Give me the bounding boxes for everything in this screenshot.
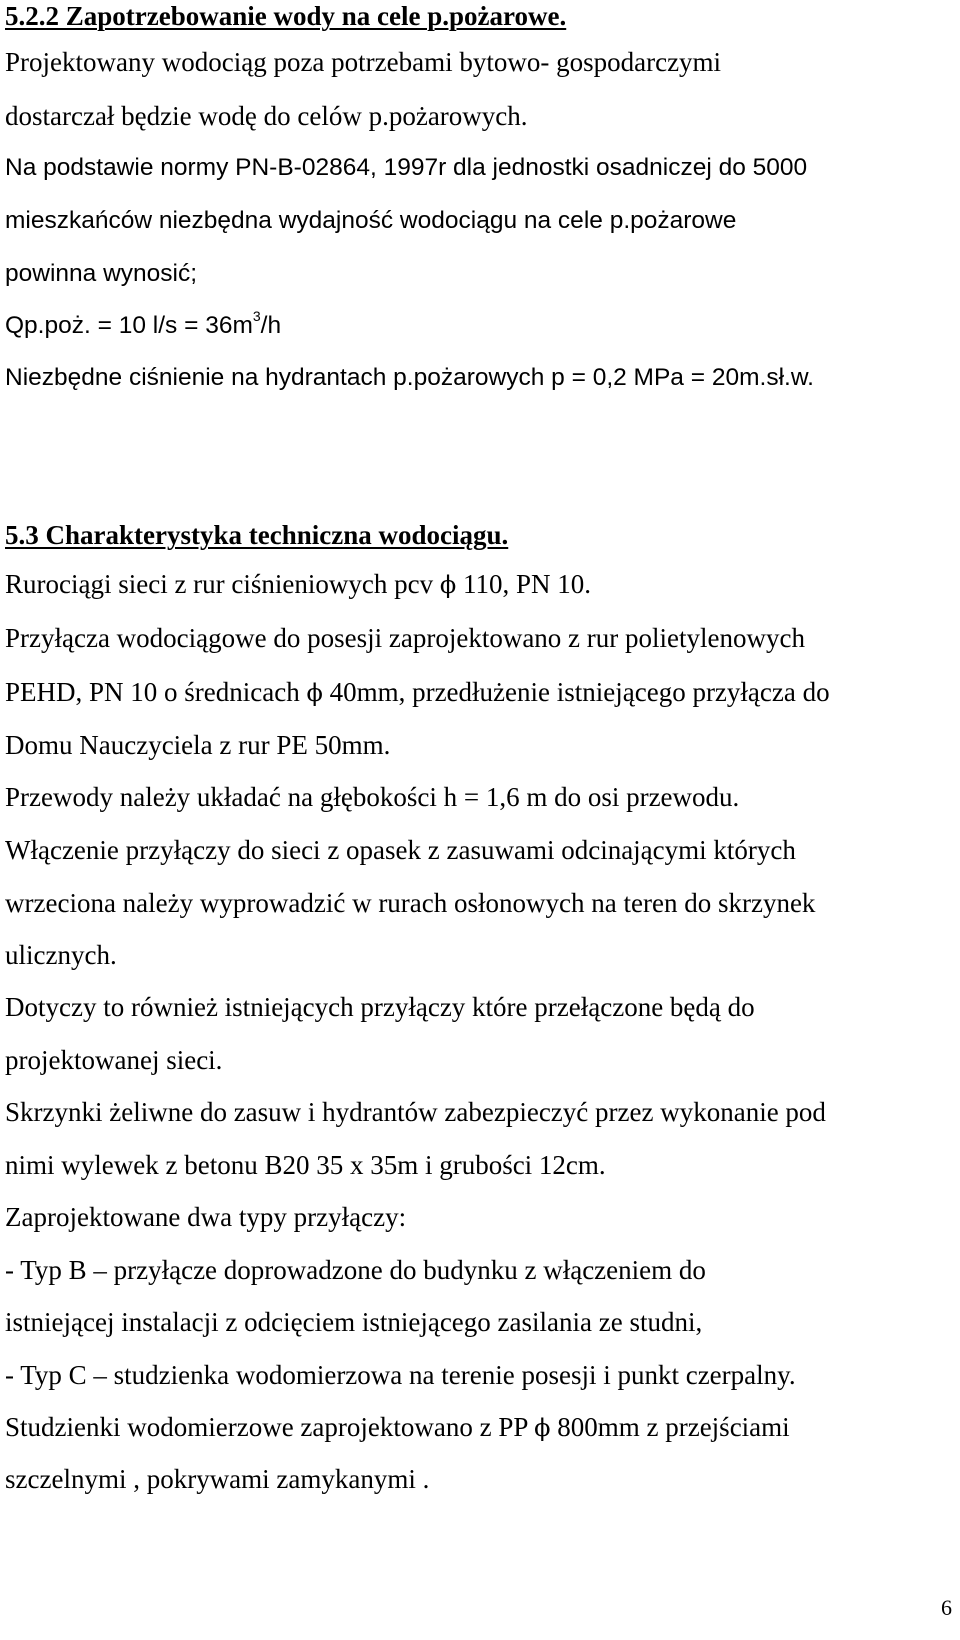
paragraph-line: Skrzynki żeliwne do zasuw i hydrantów zabezpieczyć przez wykonanie pod	[5, 1097, 826, 1127]
section-5-3-heading-text: 5.3 Charakterystyka techniczna wodociągu.	[5, 520, 509, 550]
paragraph-line: nimi wylewek z betonu B20 35 x 35m i grubości 12cm.	[5, 1150, 606, 1180]
paragraph-line: Włączenie przyłączy do sieci z opasek z zasuwami odcinającymi których	[5, 835, 796, 865]
paragraph-line: Projektowany wodociąg poza potrzebami bytowo- gospodarczymi	[5, 47, 722, 77]
diameter-symbol: ϕ	[534, 1414, 551, 1442]
line-text: Studzienki wodomierzowe zaprojektowano z PP	[5, 1412, 535, 1442]
line-text: 110, PN 10.	[456, 569, 591, 599]
paragraph-line: dostarczał będzie wodę do celów p.pożarowych.	[5, 101, 528, 131]
paragraph-line	[5, 568, 591, 601]
paragraph-line: wrzeciona należy wyprowadzić w rurach osłonowych na teren do skrzynek	[5, 888, 816, 918]
paragraph-line: ulicznych.	[5, 940, 117, 970]
paragraph-line: mieszkańców niezbędna wydajność wodociągu na cele p.pożarowe	[5, 207, 737, 234]
section-5-2-2-heading-text: 5.2.2 Zapotrzebowanie wody na cele p.pożarowe.	[5, 1, 567, 31]
paragraph-line: powinna wynosić;	[5, 260, 198, 287]
diameter-symbol: ϕ	[439, 571, 457, 599]
paragraph-line: Przyłącza wodociągowe do posesji zaprojektowano z rur polietylenowych	[5, 623, 805, 653]
paragraph-line: Domu Nauczyciela z rur PE 50mm.	[5, 730, 391, 760]
list-item-type-b: - Typ B – przyłącze doprowadzone do budynku z włączeniem do	[5, 1255, 706, 1285]
section-5-2-2-heading	[5, 0, 566, 32]
flow-formula-suffix: /h	[260, 312, 282, 339]
page-number: 6	[941, 1595, 952, 1620]
paragraph-line: Zaprojektowane dwa typy przyłączy:	[5, 1202, 407, 1232]
paragraph-line: projektowanej sieci.	[5, 1045, 223, 1075]
diameter-symbol: ϕ	[306, 679, 323, 707]
flow-formula-prefix: Qp.poż. = 10 l/s = 36m	[5, 312, 253, 339]
paragraph-line	[5, 1411, 790, 1444]
paragraph-line: Dotyczy to również istniejących przyłączy które przełączone będą do	[5, 992, 755, 1022]
line-text: 800mm z przejściami	[550, 1412, 790, 1442]
line-text: Rurociągi sieci z rur ciśnieniowych pcv	[5, 569, 440, 599]
paragraph-line: istniejącej instalacji z odcięciem istniejącego zasilania ze studni,	[5, 1307, 703, 1337]
paragraph-line: Na podstawie normy PN-B-02864, 1997r dla jednostki osadniczej do 5000	[5, 154, 808, 181]
section-5-3-heading	[5, 519, 508, 551]
flow-formula-exponent: 3	[252, 307, 261, 324]
pressure-line: Niezbędne ciśnienie na hydrantach p.pożarowych p = 0,2 MPa = 20m.sł.w.	[5, 364, 814, 391]
flow-formula	[5, 307, 282, 342]
paragraph-line: Przewody należy układać na głębokości h = 1,6 m do osi przewodu.	[5, 782, 740, 812]
line-text: PEHD, PN 10 o średnicach	[5, 677, 307, 707]
paragraph-line: szczelnymi , pokrywami zamykanymi .	[5, 1464, 430, 1494]
paragraph-line	[5, 676, 830, 709]
list-item-type-c: - Typ C – studzienka wodomierzowa na terenie posesji i punkt czerpalny.	[5, 1360, 796, 1390]
line-text: 40mm, przedłużenie istniejącego przyłącza do	[322, 677, 830, 707]
